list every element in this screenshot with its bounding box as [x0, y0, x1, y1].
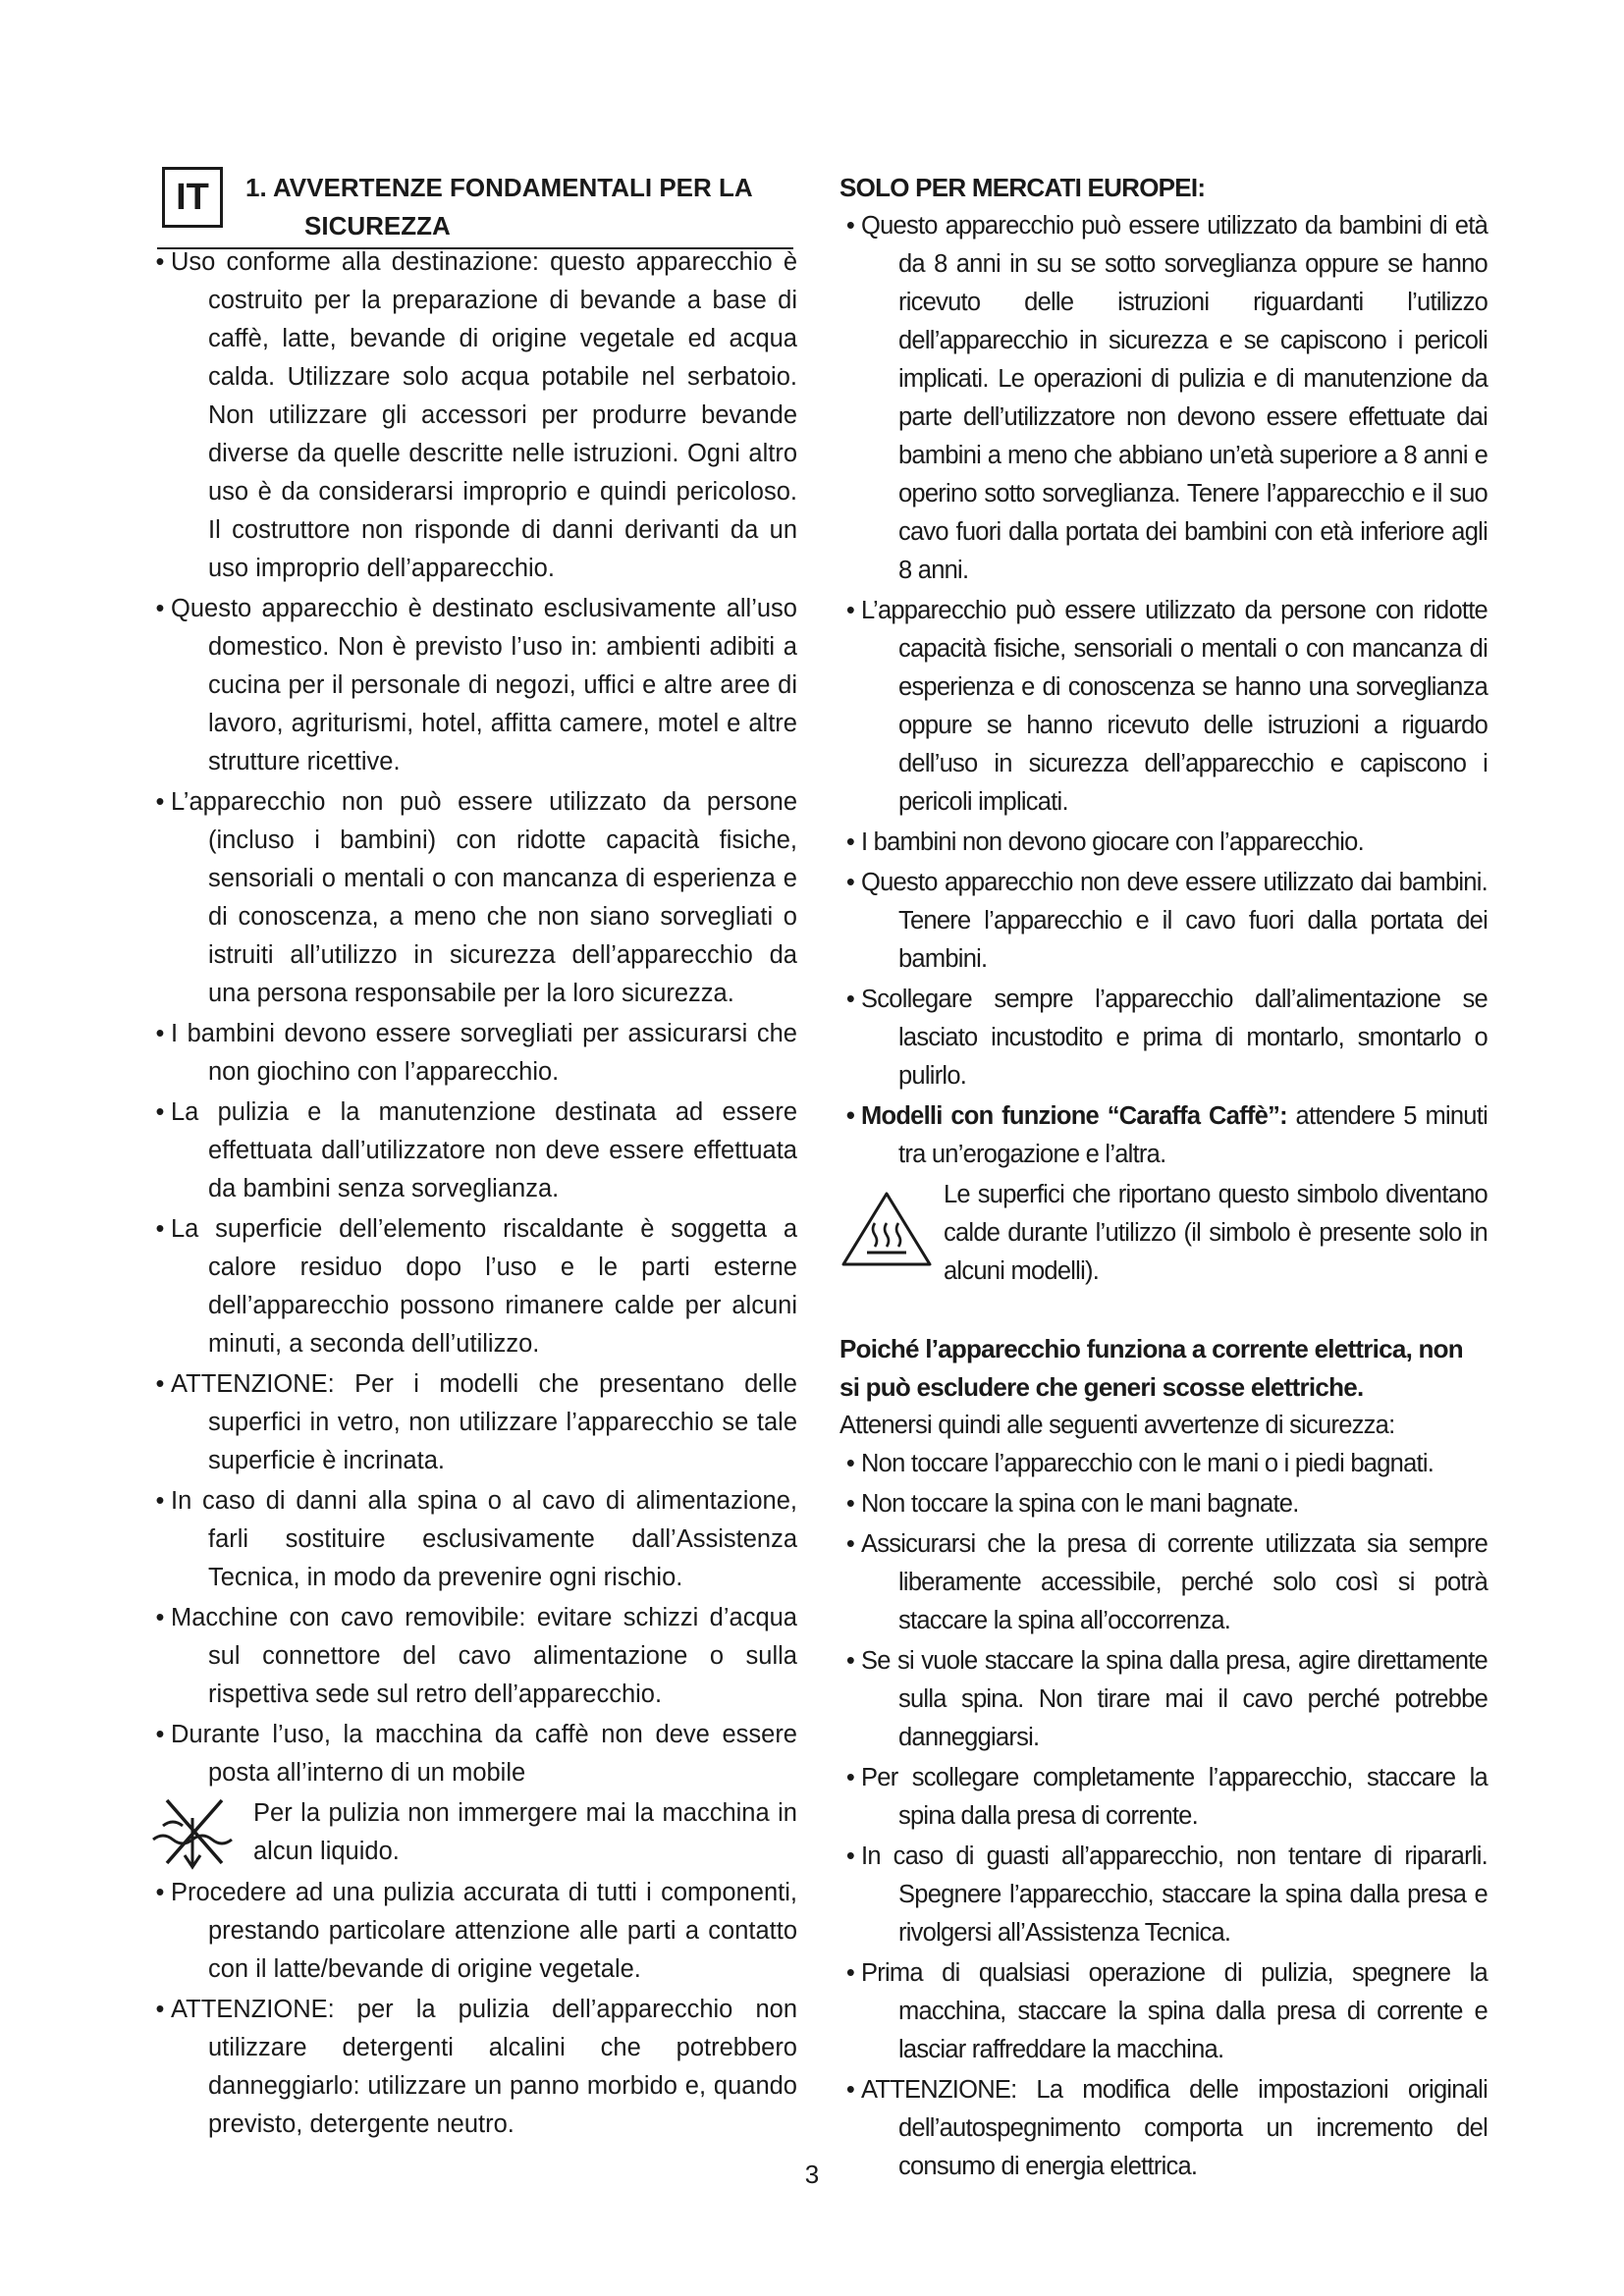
list-item: • ATTENZIONE: per la pulizia dell’apparecchio non utilizzare detergenti alcalini che potrebbero danneggiarlo: utilizzare un panno morbido e, quando previsto, detergente neutro. [155, 1996, 797, 2138]
list-item: • In caso di danni alla spina o al cavo di alimentazione, farli sostituire esclusivamente dall’Assistenza Tecnica, in modo da prevenire ogni rischio. [155, 1487, 797, 1591]
carafe-label: Modelli con funzione “Caraffa Caffè”: [861, 1102, 1287, 1130]
list-item: • ATTENZIONE: Per i modelli che presentano delle superfici in vetro, non utilizzare l’apparecchio se tale superficie è incrinata. [155, 1370, 797, 1474]
list-item: • Prima di qualsiasi operazione di pulizia, spegnere la macchina, staccare la spina dalla presa di corrente e lasciar raffreddare la macchina. [845, 1959, 1488, 2063]
section-title [245, 169, 753, 245]
list-item: • Per scollegare completamente l’apparecchio, staccare la spina dalla presa di corrente. [845, 1764, 1488, 1830]
section-title-line1: AVVERTENZE FONDAMENTALI PER LA [272, 173, 753, 202]
list-item: • Non toccare la spina con le mani bagnate. [845, 1490, 1299, 1518]
list-item: • I bambini devono essere sorvegliati per assicurarsi che non giochino con l’apparecchio. [155, 1020, 797, 1086]
no-immerse-icon [149, 1796, 244, 1871]
list-item: • L’apparecchio può essere utilizzato da persone con ridotte capacità fisiche, sensoriali o mentali o con mancanza di esperienza e di conoscenza se hanno una sorveglianza oppure se hanno ricevuto delle istruzioni a riguardo dell’uso in sicurezza dell’apparecchio e capiscono i pericoli implicati. [845, 597, 1488, 816]
list-item: • Uso conforme alla destinazione: questo apparecchio è costruito per la preparazione di bevande a base di caffè, latte, bevande di origine vegetale ed acqua calda. Utilizzare solo acqua potabile nel serbatoio. Non utilizzare gli accessori per produrre bevande diverse da quelle descritte nelle istruzioni. Ogni altro uso è da considerarsi improprio e quindi pericoloso. Il costruttore non risponde di danni derivanti da un uso improprio dell’apparecchio. [155, 248, 797, 582]
list-item: • Questo apparecchio può essere utilizzato da bambini di età da 8 anni in su se sotto sorveglianza oppure se hanno ricevuto delle istruzioni riguardanti l’utilizzo dell’apparecchio in sicurezza e se capiscono i pericoli implicati. Le operazioni di pulizia e di manutenzione da parte dell’utilizzatore non devono essere effettuate dai bambini a meno che abbiano un’età superiore a 8 anni e operino sotto sorveglianza. Tenere l’apparecchio e il suo cavo fuori dalla portata dei bambini con età inferiore agli 8 anni. [845, 212, 1488, 584]
list-item: • ATTENZIONE: La modifica delle impostazioni originali dell’autospegnimento comporta un incremento del consumo di energia elettrica. [845, 2076, 1488, 2180]
section-number: 1. [245, 173, 267, 202]
hot-surface-warning [839, 1176, 1488, 1291]
list-item: • La pulizia e la manutenzione destinata ad essere effettuata dall’utilizzatore non deve essere effettuata da bambini senza sorveglianza. [155, 1098, 797, 1202]
carafe-text: attendere 5 minuti tra un’erogazione e l’altra. [898, 1102, 1488, 1168]
hot-surface-icon [839, 1190, 934, 1268]
list-item: • La superficie dell’elemento riscaldante è soggetta a calore residuo dopo l’uso e le parti esterne dell’apparecchio possono rimanere calde per alcuni minuti, a seconda dell’utilizzo. [155, 1215, 797, 1358]
list-item: • Non toccare l’apparecchio con le mani o i piedi bagnati. [845, 1450, 1435, 1477]
list-item: • Assicurarsi che la presa di corrente utilizzata sia sempre liberamente accessibile, perché solo così si potrà staccare la spina all’occorrenza. [845, 1530, 1488, 1634]
page-number: 3 [804, 2160, 820, 2189]
list-item: • Durante l’uso, la macchina da caffè non deve essere posta all’interno di un mobile [155, 1721, 797, 1787]
list-item: • L’apparecchio non può essere utilizzato da persone (incluso i bambini) con ridotte capacità fisiche, sensoriali o mentali o con mancanza di esperienza e di conoscenza, a meno che non siano sorvegliati o istruiti all’utilizzo in sicurezza dell’apparecchio da una persona responsabile per la loro sicurezza. [155, 788, 797, 1007]
left-column [149, 243, 797, 2146]
electric-heading: Poiché l’apparecchio funziona a corrente elettrica, non si può escludere che generi scosse elettriche. [839, 1334, 1463, 1402]
eu-markets-heading: SOLO PER MERCATI EUROPEI: [839, 173, 1206, 202]
right-column [839, 169, 1488, 2188]
section-title-line2: SICUREZZA [304, 211, 451, 240]
electric-intro: Attenersi quindi alle seguenti avvertenze di sicurezza: [839, 1412, 1395, 1439]
list-item: • Scollegare sempre l’apparecchio dall’alimentazione se lasciato incustodito e prima di montarlo, smontarlo o pulirlo. [845, 986, 1488, 1090]
list-item: • Questo apparecchio è destinato esclusivamente all’uso domestico. Non è previsto l’uso in: ambienti adibiti a cucina per il personale di negozi, uffici e altre aree di lavoro, agriturismi, hotel, affitta camere, motel e altre strutture ricettive. [155, 595, 797, 775]
list-item: • Questo apparecchio non deve essere utilizzato dai bambini. Tenere l’apparecchio e il cavo fuori dalla portata dei bambini. [845, 869, 1488, 973]
list-item: • Macchine con cavo removibile: evitare schizzi d’acqua sul connettore del cavo alimentazione o sulla rispettiva sede sul retro dell’apparecchio. [155, 1604, 797, 1708]
no-immerse-text: Per la pulizia non immergere mai la macchina in alcun liquido. [253, 1799, 797, 1865]
list-item: • I bambini non devono giocare con l’apparecchio. [845, 828, 1364, 856]
list-item: • Procedere ad una pulizia accurata di tutti i componenti, prestando particolare attenzione alle parti a contatto con il latte/bevande di origine vegetale. [155, 1879, 797, 1983]
hot-surface-text: Le superfici che riportano questo simbolo diventano calde durante l’utilizzo (il simbolo è presente solo in alcuni modelli). [944, 1181, 1488, 1285]
list-item: • Se si vuole staccare la spina dalla presa, agire direttamente sulla spina. Non tirare mai il cavo perché potrebbe danneggiarsi. [845, 1647, 1488, 1751]
language-badge: IT [162, 167, 223, 228]
list-item-carafe: • Modelli con funzione “Caraffa Caffè”: attendere 5 minuti tra un’erogazione e l’altra. [845, 1102, 1488, 1168]
list-item: • In caso di guasti all’apparecchio, non tentare di ripararli. Spegnere l’apparecchio, staccare la spina dalla presa e rivolgersi all’Assistenza Tecnica. [845, 1842, 1488, 1947]
